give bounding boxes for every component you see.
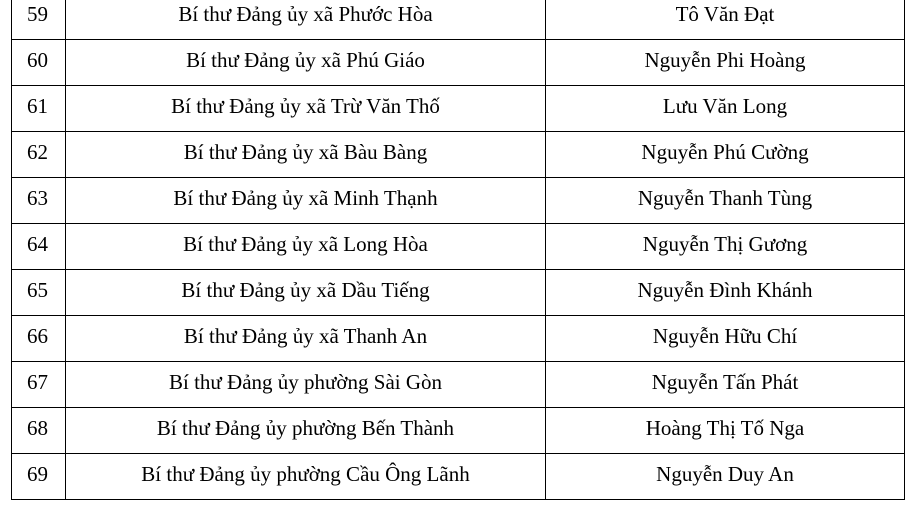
position-title: Bí thư Đảng ủy xã Minh Thạnh xyxy=(66,178,546,224)
row-number: 69 xyxy=(12,454,66,500)
row-number: 60 xyxy=(12,40,66,86)
person-name: Tô Văn Đạt xyxy=(546,0,905,40)
position-title: Bí thư Đảng ủy phường Bến Thành xyxy=(66,408,546,454)
row-number: 59 xyxy=(12,0,66,40)
position-title: Bí thư Đảng ủy xã Bàu Bàng xyxy=(66,132,546,178)
person-name: Nguyễn Hữu Chí xyxy=(546,316,905,362)
row-number: 65 xyxy=(12,270,66,316)
position-title: Bí thư Đảng ủy xã Trừ Văn Thố xyxy=(66,86,546,132)
person-name: Nguyễn Duy An xyxy=(546,454,905,500)
table-row xyxy=(12,316,905,362)
appointment-table xyxy=(11,0,905,500)
position-title: Bí thư Đảng ủy phường Sài Gòn xyxy=(66,362,546,408)
row-number: 68 xyxy=(12,408,66,454)
position-title: Bí thư Đảng ủy xã Phước Hòa xyxy=(66,0,546,40)
person-name: Nguyễn Tấn Phát xyxy=(546,362,905,408)
position-title: Bí thư Đảng ủy phường Cầu Ông Lãnh xyxy=(66,454,546,500)
appointment-table-body xyxy=(12,0,905,500)
person-name: Nguyễn Thanh Tùng xyxy=(546,178,905,224)
table-row xyxy=(12,270,905,316)
table-row xyxy=(12,0,905,40)
table-row xyxy=(12,224,905,270)
row-number: 61 xyxy=(12,86,66,132)
table-row xyxy=(12,178,905,224)
person-name: Nguyễn Phi Hoàng xyxy=(546,40,905,86)
position-title: Bí thư Đảng ủy xã Thanh An xyxy=(66,316,546,362)
table-row xyxy=(12,40,905,86)
person-name: Nguyễn Thị Gương xyxy=(546,224,905,270)
position-title: Bí thư Đảng ủy xã Phú Giáo xyxy=(66,40,546,86)
person-name: Nguyễn Phú Cường xyxy=(546,132,905,178)
position-title: Bí thư Đảng ủy xã Long Hòa xyxy=(66,224,546,270)
table-row xyxy=(12,408,905,454)
table-row xyxy=(12,132,905,178)
person-name: Hoàng Thị Tố Nga xyxy=(546,408,905,454)
position-title: Bí thư Đảng ủy xã Dầu Tiếng xyxy=(66,270,546,316)
person-name: Nguyễn Đình Khánh xyxy=(546,270,905,316)
row-number: 64 xyxy=(12,224,66,270)
row-number: 63 xyxy=(12,178,66,224)
row-number: 66 xyxy=(12,316,66,362)
table-row xyxy=(12,86,905,132)
person-name: Lưu Văn Long xyxy=(546,86,905,132)
row-number: 62 xyxy=(12,132,66,178)
table-row xyxy=(12,454,905,500)
row-number: 67 xyxy=(12,362,66,408)
table-row xyxy=(12,362,905,408)
